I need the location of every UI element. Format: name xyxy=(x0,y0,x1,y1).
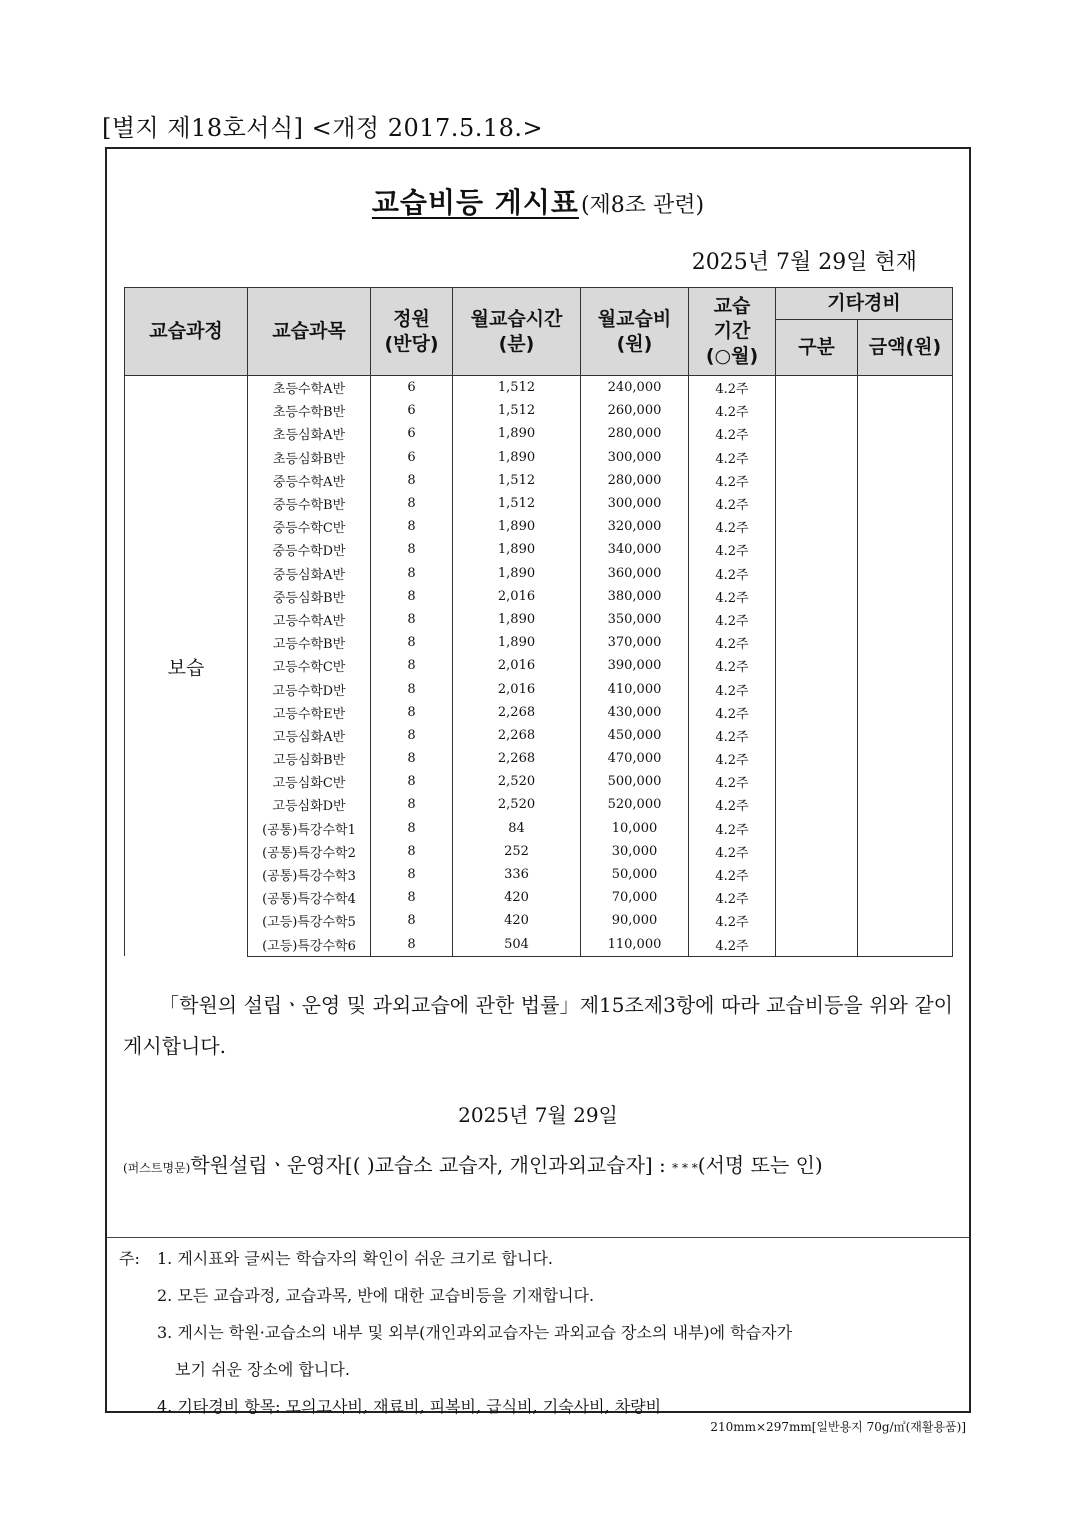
amount-cell xyxy=(858,585,953,608)
amount-cell xyxy=(858,469,953,492)
capacity-cell: 8 xyxy=(371,840,453,863)
note-item-4: 4. 기타경비 항목: 모의고사비, 재료비, 피복비, 급식비, 기숙사비, 차량비 xyxy=(157,1397,662,1416)
capacity-cell: 8 xyxy=(371,538,453,561)
period-cell: 4.2주 xyxy=(689,770,776,793)
fee-cell: 390,000 xyxy=(581,654,689,677)
table-row xyxy=(125,863,953,886)
capacity-cell: 8 xyxy=(371,515,453,538)
fee-cell: 70,000 xyxy=(581,886,689,909)
period-cell: 4.2주 xyxy=(689,817,776,840)
subject-cell: 초등심화B반 xyxy=(248,446,371,469)
amount-cell xyxy=(858,863,953,886)
notes-lead: 주: xyxy=(119,1249,140,1268)
table-row xyxy=(125,933,953,957)
amount-cell xyxy=(858,817,953,840)
period-cell: 4.2주 xyxy=(689,469,776,492)
table-row xyxy=(125,886,953,909)
amount-cell xyxy=(858,515,953,538)
capacity-cell: 8 xyxy=(371,631,453,654)
fee-cell: 430,000 xyxy=(581,701,689,724)
category-cell xyxy=(776,538,858,561)
period-cell: 4.2주 xyxy=(689,608,776,631)
amount-cell xyxy=(858,608,953,631)
fee-cell: 360,000 xyxy=(581,562,689,585)
amount-cell xyxy=(858,562,953,585)
fee-cell: 240,000 xyxy=(581,376,689,400)
fee-cell: 300,000 xyxy=(581,446,689,469)
minutes-cell: 84 xyxy=(453,817,581,840)
fee-cell: 90,000 xyxy=(581,909,689,932)
note-item-2: 2. 모든 교습과정, 교습과목, 반에 대한 교습비등을 기재합니다. xyxy=(157,1286,595,1305)
category-cell xyxy=(776,422,858,445)
category-cell xyxy=(776,515,858,538)
notice-form xyxy=(105,147,971,1416)
amount-cell xyxy=(858,446,953,469)
fee-cell: 10,000 xyxy=(581,817,689,840)
period-cell: 4.2주 xyxy=(689,585,776,608)
period-cell: 4.2주 xyxy=(689,631,776,654)
fee-cell: 260,000 xyxy=(581,399,689,422)
fee-cell: 520,000 xyxy=(581,793,689,816)
amount-cell xyxy=(858,399,953,422)
period-cell: 4.2주 xyxy=(689,724,776,747)
subject-cell: 중등심화B반 xyxy=(248,585,371,608)
masked-name: * * * xyxy=(672,1161,698,1175)
amount-cell xyxy=(858,654,953,677)
capacity-cell: 8 xyxy=(371,886,453,909)
amount-cell xyxy=(858,886,953,909)
minutes-cell: 1,512 xyxy=(453,376,581,400)
subject-cell: 초등수학A반 xyxy=(248,376,371,400)
capacity-cell: 8 xyxy=(371,747,453,770)
header-amount: 금액(원) xyxy=(858,320,953,376)
header-monthly-fee: 월교습비 (원) xyxy=(581,288,689,376)
table-row xyxy=(125,446,953,469)
subject-cell: (공통)특강수학4 xyxy=(248,886,371,909)
amount-cell xyxy=(858,701,953,724)
amount-cell xyxy=(858,909,953,932)
period-cell: 4.2주 xyxy=(689,886,776,909)
signature-line xyxy=(123,1149,823,1178)
subject-cell: (공통)특강수학2 xyxy=(248,840,371,863)
capacity-cell: 8 xyxy=(371,863,453,886)
header-period: 교습 기간 (○월) xyxy=(689,288,776,376)
minutes-cell: 1,890 xyxy=(453,422,581,445)
amount-cell xyxy=(858,770,953,793)
capacity-cell: 8 xyxy=(371,817,453,840)
minutes-cell: 1,890 xyxy=(453,446,581,469)
operator-role: 학원설립ㆍ운영자[( )교습소 교습자, 개인과외교습자] : xyxy=(190,1153,666,1177)
fee-table xyxy=(124,287,953,957)
capacity-cell: 8 xyxy=(371,469,453,492)
period-cell: 4.2주 xyxy=(689,933,776,957)
title-sub: (제8조 관련) xyxy=(580,193,705,218)
fee-cell: 370,000 xyxy=(581,631,689,654)
minutes-cell: 420 xyxy=(453,886,581,909)
fee-cell: 50,000 xyxy=(581,863,689,886)
period-cell: 4.2주 xyxy=(689,793,776,816)
subject-cell: 중등수학D반 xyxy=(248,538,371,561)
fee-cell: 300,000 xyxy=(581,492,689,515)
category-cell xyxy=(776,817,858,840)
category-cell xyxy=(776,469,858,492)
sign-date: 2025년 7월 29일 xyxy=(458,1103,618,1127)
header-category: 구분 xyxy=(776,320,858,376)
subject-cell: 중등심화A반 xyxy=(248,562,371,585)
table-row xyxy=(125,585,953,608)
table-row xyxy=(125,631,953,654)
table-row xyxy=(125,469,953,492)
category-cell xyxy=(776,933,858,957)
subject-cell: (고등)특강수학6 xyxy=(248,933,371,957)
fee-cell: 410,000 xyxy=(581,677,689,700)
category-cell xyxy=(776,840,858,863)
minutes-cell: 1,890 xyxy=(453,562,581,585)
minutes-cell: 420 xyxy=(453,909,581,932)
minutes-cell: 2,520 xyxy=(453,793,581,816)
capacity-cell: 6 xyxy=(371,446,453,469)
academy-name: (퍼스트명문) xyxy=(123,1161,191,1175)
category-cell xyxy=(776,654,858,677)
capacity-cell: 8 xyxy=(371,770,453,793)
amount-cell xyxy=(858,724,953,747)
amount-cell xyxy=(858,933,953,957)
category-cell xyxy=(776,724,858,747)
capacity-cell: 8 xyxy=(371,585,453,608)
fee-cell: 30,000 xyxy=(581,840,689,863)
period-cell: 4.2주 xyxy=(689,446,776,469)
table-row xyxy=(125,608,953,631)
period-cell: 4.2주 xyxy=(689,515,776,538)
capacity-cell: 8 xyxy=(371,608,453,631)
subject-cell: 중등수학C반 xyxy=(248,515,371,538)
period-cell: 4.2주 xyxy=(689,538,776,561)
period-cell: 4.2주 xyxy=(689,840,776,863)
capacity-cell: 8 xyxy=(371,793,453,816)
amount-cell xyxy=(858,793,953,816)
period-cell: 4.2주 xyxy=(689,747,776,770)
fee-cell: 470,000 xyxy=(581,747,689,770)
subject-cell: (공통)특강수학1 xyxy=(248,817,371,840)
minutes-cell: 2,016 xyxy=(453,585,581,608)
subject-cell: 고등심화B반 xyxy=(248,747,371,770)
header-monthly-time: 월교습시간 (분) xyxy=(453,288,581,376)
category-cell xyxy=(776,909,858,932)
category-cell xyxy=(776,399,858,422)
header-other-expenses: 기타경비 xyxy=(776,288,953,320)
capacity-cell: 8 xyxy=(371,933,453,957)
header-capacity: 정원 (반당) xyxy=(371,288,453,376)
table-row xyxy=(125,422,953,445)
category-cell xyxy=(776,562,858,585)
note-item-3: 3. 게시는 학원·교습소의 내부 및 외부(개인과외교습자는 과외교습 장소의 내부)에 학습자가 xyxy=(157,1323,793,1342)
category-cell xyxy=(776,492,858,515)
header-subject: 교습과목 xyxy=(248,288,371,376)
category-cell xyxy=(776,608,858,631)
fee-cell: 280,000 xyxy=(581,469,689,492)
subject-cell: 고등수학E반 xyxy=(248,701,371,724)
amount-cell xyxy=(858,747,953,770)
period-cell: 4.2주 xyxy=(689,562,776,585)
subject-cell: 초등심화A반 xyxy=(248,422,371,445)
amount-cell xyxy=(858,538,953,561)
category-cell xyxy=(776,793,858,816)
table-row xyxy=(125,654,953,677)
category-cell xyxy=(776,631,858,654)
fee-cell: 350,000 xyxy=(581,608,689,631)
paper-spec: 210mm×297mm[일반용지 70g/㎡(재활용품)] xyxy=(710,1420,966,1434)
minutes-cell: 1,512 xyxy=(453,469,581,492)
notice-text: 「학원의 설립ㆍ운영 및 과외교습에 관한 법률」제15조제3항에 따라 교습비등을 위와 같이 게시합니다. xyxy=(123,993,953,1058)
fee-cell: 320,000 xyxy=(581,515,689,538)
minutes-cell: 1,890 xyxy=(453,608,581,631)
period-cell: 4.2주 xyxy=(689,909,776,932)
period-cell: 4.2주 xyxy=(689,654,776,677)
minutes-cell: 1,512 xyxy=(453,399,581,422)
minutes-cell: 2,520 xyxy=(453,770,581,793)
table-row xyxy=(125,747,953,770)
note-item-1: 주: 1. 게시표와 글씨는 학습자의 확인이 쉬운 크기로 합니다. xyxy=(107,1240,969,1277)
period-cell: 4.2주 xyxy=(689,399,776,422)
subject-cell: 중등수학A반 xyxy=(248,469,371,492)
table-row xyxy=(125,724,953,747)
period-cell: 4.2주 xyxy=(689,677,776,700)
subject-cell: 고등심화A반 xyxy=(248,724,371,747)
current-date: 2025년 7월 29일 현재 xyxy=(691,250,917,275)
subject-cell: 고등수학B반 xyxy=(248,631,371,654)
subject-cell: 고등수학C반 xyxy=(248,654,371,677)
category-cell xyxy=(776,886,858,909)
table-row xyxy=(125,376,953,400)
amount-cell xyxy=(858,376,953,400)
table-row xyxy=(125,677,953,700)
subject-cell: (고등)특강수학5 xyxy=(248,909,371,932)
amount-cell xyxy=(858,422,953,445)
header-course: 교습과정 xyxy=(125,288,248,376)
amount-cell xyxy=(858,840,953,863)
amount-cell xyxy=(858,677,953,700)
category-cell xyxy=(776,770,858,793)
table-row xyxy=(125,515,953,538)
notes-section xyxy=(107,1237,969,1425)
table-row xyxy=(125,701,953,724)
category-cell xyxy=(776,701,858,724)
fee-cell: 500,000 xyxy=(581,770,689,793)
subject-cell: 고등심화D반 xyxy=(248,793,371,816)
table-row xyxy=(125,492,953,515)
minutes-cell: 2,268 xyxy=(453,724,581,747)
period-cell: 4.2주 xyxy=(689,701,776,724)
category-cell xyxy=(776,376,858,400)
table-row xyxy=(125,817,953,840)
fee-cell: 450,000 xyxy=(581,724,689,747)
minutes-cell: 252 xyxy=(453,840,581,863)
form-label: [별지 제18호서식] <개정 2017.5.18.> xyxy=(102,114,544,142)
table-row xyxy=(125,770,953,793)
sign-or-seal: (서명 또는 인) xyxy=(697,1153,823,1177)
period-cell: 4.2주 xyxy=(689,376,776,400)
fee-table-body xyxy=(125,376,953,957)
capacity-cell: 8 xyxy=(371,562,453,585)
minutes-cell: 1,890 xyxy=(453,631,581,654)
table-row xyxy=(125,840,953,863)
title-main: 교습비등 게시표 xyxy=(371,186,579,219)
category-cell xyxy=(776,747,858,770)
capacity-cell: 8 xyxy=(371,492,453,515)
capacity-cell: 8 xyxy=(371,677,453,700)
minutes-cell: 2,268 xyxy=(453,747,581,770)
capacity-cell: 6 xyxy=(371,422,453,445)
amount-cell xyxy=(858,631,953,654)
minutes-cell: 504 xyxy=(453,933,581,957)
fee-cell: 380,000 xyxy=(581,585,689,608)
category-cell xyxy=(776,585,858,608)
minutes-cell: 1,890 xyxy=(453,538,581,561)
minutes-cell: 2,268 xyxy=(453,701,581,724)
category-cell xyxy=(776,677,858,700)
minutes-cell: 336 xyxy=(453,863,581,886)
table-row xyxy=(125,562,953,585)
period-cell: 4.2주 xyxy=(689,863,776,886)
fee-cell: 340,000 xyxy=(581,538,689,561)
table-row xyxy=(125,538,953,561)
course-cell: 보습 xyxy=(125,376,248,957)
capacity-cell: 8 xyxy=(371,654,453,677)
subject-cell: (공통)특강수학3 xyxy=(248,863,371,886)
table-row xyxy=(125,399,953,422)
subject-cell: 초등수학B반 xyxy=(248,399,371,422)
capacity-cell: 8 xyxy=(371,909,453,932)
fee-cell: 280,000 xyxy=(581,422,689,445)
subject-cell: 고등수학A반 xyxy=(248,608,371,631)
minutes-cell: 2,016 xyxy=(453,677,581,700)
category-cell xyxy=(776,863,858,886)
amount-cell xyxy=(858,492,953,515)
table-row xyxy=(125,793,953,816)
subject-cell: 중등수학B반 xyxy=(248,492,371,515)
page-title xyxy=(107,181,969,221)
capacity-cell: 8 xyxy=(371,701,453,724)
period-cell: 4.2주 xyxy=(689,422,776,445)
subject-cell: 고등심화C반 xyxy=(248,770,371,793)
minutes-cell: 1,512 xyxy=(453,492,581,515)
capacity-cell: 8 xyxy=(371,724,453,747)
period-cell: 4.2주 xyxy=(689,492,776,515)
minutes-cell: 2,016 xyxy=(453,654,581,677)
capacity-cell: 6 xyxy=(371,399,453,422)
note-item-3-continuation: 보기 쉬운 장소에 합니다. xyxy=(175,1360,350,1379)
minutes-cell: 1,890 xyxy=(453,515,581,538)
fee-cell: 110,000 xyxy=(581,933,689,957)
category-cell xyxy=(776,446,858,469)
table-row xyxy=(125,909,953,932)
subject-cell: 고등수학D반 xyxy=(248,677,371,700)
capacity-cell: 6 xyxy=(371,376,453,400)
